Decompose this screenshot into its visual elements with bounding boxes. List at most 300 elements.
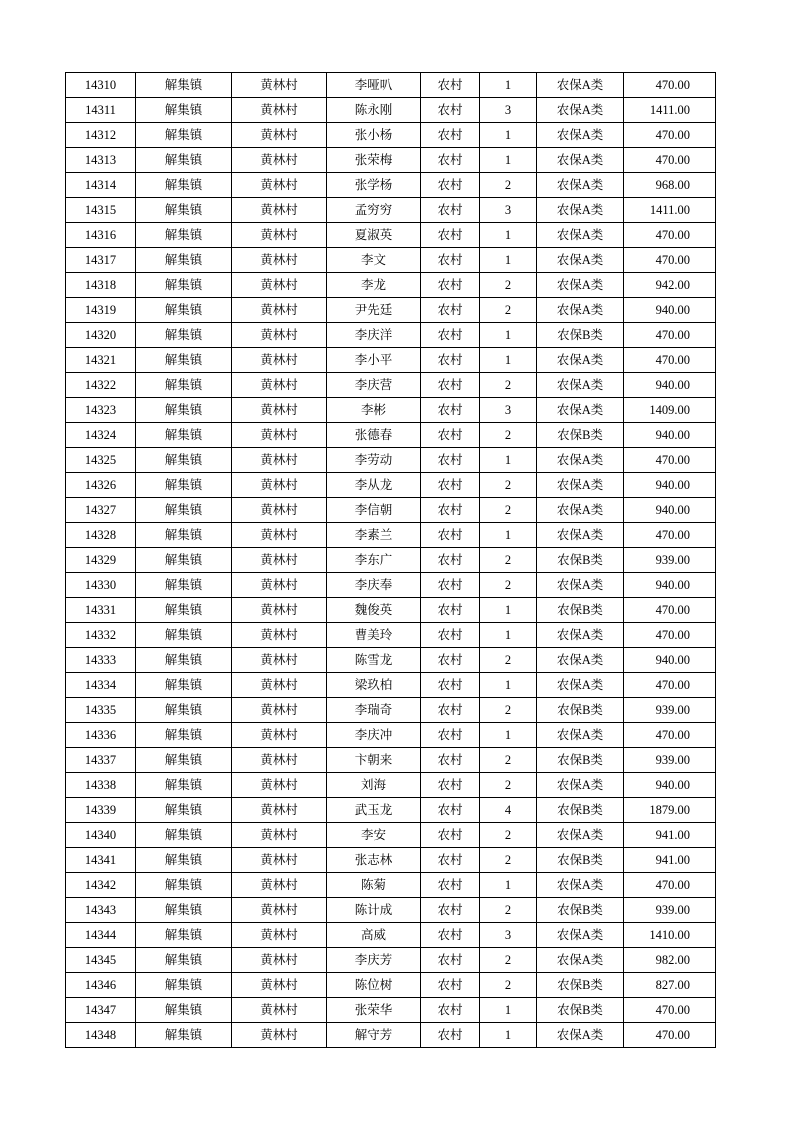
table-row — [66, 648, 716, 673]
cell-count: 2 — [480, 973, 537, 998]
cell-category: 农保A类 — [537, 348, 624, 373]
cell-residence: 农村 — [421, 323, 480, 348]
cell-village: 黄林村 — [232, 448, 327, 473]
table-row — [66, 348, 716, 373]
table-row — [66, 973, 716, 998]
cell-town: 解集镇 — [136, 398, 232, 423]
cell-count: 2 — [480, 173, 537, 198]
cell-id: 14339 — [66, 798, 136, 823]
table-row — [66, 323, 716, 348]
table-row — [66, 673, 716, 698]
cell-residence: 农村 — [421, 523, 480, 548]
table-row — [66, 798, 716, 823]
cell-village: 黄林村 — [232, 98, 327, 123]
table-row — [66, 373, 716, 398]
cell-village: 黄林村 — [232, 773, 327, 798]
cell-village: 黄林村 — [232, 598, 327, 623]
cell-name: 张荣梅 — [327, 148, 421, 173]
cell-count: 1 — [480, 998, 537, 1023]
cell-village: 黄林村 — [232, 473, 327, 498]
table-row — [66, 873, 716, 898]
cell-category: 农保A类 — [537, 273, 624, 298]
cell-amount: 968.00 — [624, 173, 716, 198]
cell-town: 解集镇 — [136, 198, 232, 223]
cell-count: 1 — [480, 673, 537, 698]
cell-residence: 农村 — [421, 948, 480, 973]
cell-id: 14311 — [66, 98, 136, 123]
cell-town: 解集镇 — [136, 348, 232, 373]
cell-id: 14335 — [66, 698, 136, 723]
cell-id: 14320 — [66, 323, 136, 348]
cell-village: 黄林村 — [232, 548, 327, 573]
cell-name: 李彬 — [327, 398, 421, 423]
cell-amount: 1411.00 — [624, 198, 716, 223]
cell-id: 14337 — [66, 748, 136, 773]
cell-count: 2 — [480, 698, 537, 723]
table-row — [66, 698, 716, 723]
cell-category: 农保B类 — [537, 973, 624, 998]
cell-town: 解集镇 — [136, 673, 232, 698]
cell-id: 14323 — [66, 398, 136, 423]
cell-town: 解集镇 — [136, 798, 232, 823]
cell-count: 1 — [480, 1023, 537, 1048]
cell-town: 解集镇 — [136, 73, 232, 98]
cell-amount: 470.00 — [624, 148, 716, 173]
cell-name: 武玉龙 — [327, 798, 421, 823]
cell-residence: 农村 — [421, 798, 480, 823]
cell-count: 3 — [480, 98, 537, 123]
cell-id: 14319 — [66, 298, 136, 323]
cell-village: 黄林村 — [232, 498, 327, 523]
cell-id: 14342 — [66, 873, 136, 898]
cell-town: 解集镇 — [136, 998, 232, 1023]
cell-town: 解集镇 — [136, 1023, 232, 1048]
cell-count: 2 — [480, 498, 537, 523]
cell-name: 李劳动 — [327, 448, 421, 473]
cell-residence: 农村 — [421, 423, 480, 448]
cell-id: 14330 — [66, 573, 136, 598]
cell-count: 1 — [480, 873, 537, 898]
cell-count: 2 — [480, 898, 537, 923]
table-row — [66, 548, 716, 573]
table-row — [66, 773, 716, 798]
table-row — [66, 723, 716, 748]
cell-village: 黄林村 — [232, 723, 327, 748]
cell-count: 2 — [480, 573, 537, 598]
cell-residence: 农村 — [421, 673, 480, 698]
cell-category: 农保A类 — [537, 923, 624, 948]
cell-category: 农保A类 — [537, 648, 624, 673]
cell-town: 解集镇 — [136, 873, 232, 898]
cell-count: 1 — [480, 223, 537, 248]
cell-village: 黄林村 — [232, 423, 327, 448]
cell-id: 14312 — [66, 123, 136, 148]
cell-town: 解集镇 — [136, 298, 232, 323]
cell-residence: 农村 — [421, 573, 480, 598]
cell-amount: 939.00 — [624, 898, 716, 923]
cell-residence: 农村 — [421, 823, 480, 848]
cell-amount: 470.00 — [624, 223, 716, 248]
cell-count: 1 — [480, 348, 537, 373]
cell-category: 农保B类 — [537, 598, 624, 623]
cell-category: 农保A类 — [537, 1023, 624, 1048]
table-row — [66, 248, 716, 273]
cell-residence: 农村 — [421, 223, 480, 248]
cell-category: 农保B类 — [537, 548, 624, 573]
cell-name: 陈位树 — [327, 973, 421, 998]
cell-residence: 农村 — [421, 448, 480, 473]
cell-category: 农保A类 — [537, 573, 624, 598]
cell-count: 1 — [480, 123, 537, 148]
cell-residence: 农村 — [421, 398, 480, 423]
cell-id: 14329 — [66, 548, 136, 573]
cell-village: 黄林村 — [232, 123, 327, 148]
cell-village: 黄林村 — [232, 998, 327, 1023]
payment-table — [65, 72, 716, 1048]
cell-town: 解集镇 — [136, 223, 232, 248]
cell-town: 解集镇 — [136, 423, 232, 448]
cell-name: 高威 — [327, 923, 421, 948]
cell-town: 解集镇 — [136, 523, 232, 548]
cell-name: 刘海 — [327, 773, 421, 798]
cell-name: 张小杨 — [327, 123, 421, 148]
cell-amount: 1411.00 — [624, 98, 716, 123]
cell-id: 14348 — [66, 1023, 136, 1048]
cell-category: 农保B类 — [537, 798, 624, 823]
table-row — [66, 148, 716, 173]
cell-category: 农保A类 — [537, 523, 624, 548]
cell-residence: 农村 — [421, 373, 480, 398]
table-row — [66, 823, 716, 848]
cell-town: 解集镇 — [136, 123, 232, 148]
cell-town: 解集镇 — [136, 573, 232, 598]
cell-residence: 农村 — [421, 473, 480, 498]
cell-id: 14343 — [66, 898, 136, 923]
cell-id: 14347 — [66, 998, 136, 1023]
cell-town: 解集镇 — [136, 748, 232, 773]
cell-amount: 939.00 — [624, 548, 716, 573]
cell-town: 解集镇 — [136, 173, 232, 198]
cell-amount: 940.00 — [624, 573, 716, 598]
cell-category: 农保A类 — [537, 123, 624, 148]
cell-town: 解集镇 — [136, 248, 232, 273]
cell-name: 尹先廷 — [327, 298, 421, 323]
cell-id: 14331 — [66, 598, 136, 623]
cell-category: 农保A类 — [537, 98, 624, 123]
cell-category: 农保A类 — [537, 73, 624, 98]
cell-count: 2 — [480, 748, 537, 773]
cell-name: 李庆芳 — [327, 948, 421, 973]
cell-town: 解集镇 — [136, 823, 232, 848]
cell-name: 张德春 — [327, 423, 421, 448]
cell-id: 14313 — [66, 148, 136, 173]
cell-name: 陈菊 — [327, 873, 421, 898]
cell-name: 解守芳 — [327, 1023, 421, 1048]
cell-category: 农保A类 — [537, 473, 624, 498]
cell-category: 农保A类 — [537, 448, 624, 473]
cell-name: 李庆营 — [327, 373, 421, 398]
cell-id: 14314 — [66, 173, 136, 198]
cell-village: 黄林村 — [232, 248, 327, 273]
cell-count: 1 — [480, 598, 537, 623]
cell-category: 农保B类 — [537, 848, 624, 873]
cell-amount: 941.00 — [624, 823, 716, 848]
table-row — [66, 198, 716, 223]
cell-count: 1 — [480, 623, 537, 648]
cell-category: 农保A类 — [537, 223, 624, 248]
cell-residence: 农村 — [421, 848, 480, 873]
cell-amount: 941.00 — [624, 848, 716, 873]
cell-amount: 470.00 — [624, 598, 716, 623]
cell-count: 2 — [480, 773, 537, 798]
cell-village: 黄林村 — [232, 523, 327, 548]
cell-village: 黄林村 — [232, 973, 327, 998]
cell-name: 李从龙 — [327, 473, 421, 498]
cell-amount: 940.00 — [624, 773, 716, 798]
cell-amount: 940.00 — [624, 648, 716, 673]
cell-residence: 农村 — [421, 123, 480, 148]
cell-village: 黄林村 — [232, 373, 327, 398]
cell-category: 农保A类 — [537, 723, 624, 748]
cell-count: 2 — [480, 273, 537, 298]
cell-name: 李文 — [327, 248, 421, 273]
cell-residence: 农村 — [421, 723, 480, 748]
table-row — [66, 623, 716, 648]
cell-amount: 470.00 — [624, 248, 716, 273]
table-row — [66, 473, 716, 498]
cell-name: 李瑞奇 — [327, 698, 421, 723]
cell-village: 黄林村 — [232, 698, 327, 723]
cell-town: 解集镇 — [136, 723, 232, 748]
cell-category: 农保A类 — [537, 773, 624, 798]
cell-name: 李庆冲 — [327, 723, 421, 748]
cell-amount: 1409.00 — [624, 398, 716, 423]
cell-category: 农保B类 — [537, 423, 624, 448]
cell-id: 14332 — [66, 623, 136, 648]
cell-amount: 470.00 — [624, 998, 716, 1023]
cell-amount: 470.00 — [624, 448, 716, 473]
cell-village: 黄林村 — [232, 848, 327, 873]
cell-id: 14321 — [66, 348, 136, 373]
cell-town: 解集镇 — [136, 98, 232, 123]
table-row — [66, 73, 716, 98]
cell-residence: 农村 — [421, 973, 480, 998]
cell-village: 黄林村 — [232, 948, 327, 973]
cell-village: 黄林村 — [232, 223, 327, 248]
cell-name: 李龙 — [327, 273, 421, 298]
cell-id: 14310 — [66, 73, 136, 98]
table-row — [66, 998, 716, 1023]
cell-id: 14317 — [66, 248, 136, 273]
cell-category: 农保A类 — [537, 823, 624, 848]
cell-category: 农保A类 — [537, 948, 624, 973]
cell-village: 黄林村 — [232, 73, 327, 98]
cell-village: 黄林村 — [232, 298, 327, 323]
table-row — [66, 523, 716, 548]
cell-category: 农保A类 — [537, 673, 624, 698]
cell-residence: 农村 — [421, 698, 480, 723]
cell-village: 黄林村 — [232, 673, 327, 698]
cell-town: 解集镇 — [136, 623, 232, 648]
cell-amount: 940.00 — [624, 423, 716, 448]
cell-town: 解集镇 — [136, 598, 232, 623]
cell-village: 黄林村 — [232, 798, 327, 823]
cell-residence: 农村 — [421, 998, 480, 1023]
cell-town: 解集镇 — [136, 648, 232, 673]
table-row — [66, 498, 716, 523]
cell-id: 14333 — [66, 648, 136, 673]
cell-id: 14327 — [66, 498, 136, 523]
cell-category: 农保A类 — [537, 298, 624, 323]
cell-name: 李素兰 — [327, 523, 421, 548]
cell-residence: 农村 — [421, 173, 480, 198]
cell-id: 14336 — [66, 723, 136, 748]
cell-residence: 农村 — [421, 623, 480, 648]
cell-town: 解集镇 — [136, 273, 232, 298]
payment-table-body — [66, 73, 716, 1048]
cell-village: 黄林村 — [232, 198, 327, 223]
cell-name: 李东广 — [327, 548, 421, 573]
cell-id: 14318 — [66, 273, 136, 298]
cell-category: 农保A类 — [537, 498, 624, 523]
table-row — [66, 948, 716, 973]
cell-count: 4 — [480, 798, 537, 823]
cell-amount: 470.00 — [624, 523, 716, 548]
cell-amount: 939.00 — [624, 748, 716, 773]
cell-name: 李安 — [327, 823, 421, 848]
cell-amount: 470.00 — [624, 623, 716, 648]
cell-amount: 1879.00 — [624, 798, 716, 823]
cell-id: 14315 — [66, 198, 136, 223]
cell-residence: 农村 — [421, 923, 480, 948]
cell-village: 黄林村 — [232, 623, 327, 648]
cell-town: 解集镇 — [136, 848, 232, 873]
cell-residence: 农村 — [421, 873, 480, 898]
cell-count: 2 — [480, 548, 537, 573]
table-row — [66, 298, 716, 323]
cell-village: 黄林村 — [232, 323, 327, 348]
cell-amount: 940.00 — [624, 473, 716, 498]
cell-town: 解集镇 — [136, 923, 232, 948]
cell-name: 夏淑英 — [327, 223, 421, 248]
cell-residence: 农村 — [421, 548, 480, 573]
cell-id: 14341 — [66, 848, 136, 873]
cell-residence: 农村 — [421, 498, 480, 523]
cell-amount: 470.00 — [624, 723, 716, 748]
cell-name: 卞朝来 — [327, 748, 421, 773]
cell-id: 14324 — [66, 423, 136, 448]
cell-name: 李信朝 — [327, 498, 421, 523]
cell-amount: 940.00 — [624, 373, 716, 398]
cell-category: 农保B类 — [537, 898, 624, 923]
cell-category: 农保A类 — [537, 373, 624, 398]
cell-name: 孟穷穷 — [327, 198, 421, 223]
cell-amount: 470.00 — [624, 73, 716, 98]
cell-residence: 农村 — [421, 98, 480, 123]
cell-amount: 470.00 — [624, 348, 716, 373]
cell-residence: 农村 — [421, 648, 480, 673]
cell-amount: 939.00 — [624, 698, 716, 723]
cell-residence: 农村 — [421, 298, 480, 323]
cell-amount: 940.00 — [624, 298, 716, 323]
cell-category: 农保B类 — [537, 748, 624, 773]
table-row — [66, 173, 716, 198]
table-row — [66, 1023, 716, 1048]
cell-name: 李哑叭 — [327, 73, 421, 98]
cell-residence: 农村 — [421, 748, 480, 773]
cell-id: 14346 — [66, 973, 136, 998]
cell-village: 黄林村 — [232, 573, 327, 598]
cell-amount: 827.00 — [624, 973, 716, 998]
cell-count: 2 — [480, 848, 537, 873]
cell-residence: 农村 — [421, 148, 480, 173]
cell-town: 解集镇 — [136, 373, 232, 398]
cell-town: 解集镇 — [136, 898, 232, 923]
cell-count: 1 — [480, 73, 537, 98]
table-row — [66, 123, 716, 148]
cell-village: 黄林村 — [232, 148, 327, 173]
table-row — [66, 923, 716, 948]
cell-town: 解集镇 — [136, 773, 232, 798]
cell-town: 解集镇 — [136, 148, 232, 173]
cell-village: 黄林村 — [232, 348, 327, 373]
cell-count: 1 — [480, 323, 537, 348]
cell-id: 14322 — [66, 373, 136, 398]
cell-category: 农保A类 — [537, 398, 624, 423]
cell-count: 1 — [480, 148, 537, 173]
cell-count: 2 — [480, 648, 537, 673]
table-row — [66, 598, 716, 623]
cell-village: 黄林村 — [232, 173, 327, 198]
cell-amount: 470.00 — [624, 323, 716, 348]
cell-id: 14344 — [66, 923, 136, 948]
table-row — [66, 423, 716, 448]
cell-amount: 940.00 — [624, 498, 716, 523]
cell-residence: 农村 — [421, 348, 480, 373]
cell-category: 农保A类 — [537, 173, 624, 198]
cell-residence: 农村 — [421, 898, 480, 923]
cell-residence: 农村 — [421, 198, 480, 223]
table-row — [66, 273, 716, 298]
cell-category: 农保A类 — [537, 873, 624, 898]
cell-category: 农保B类 — [537, 323, 624, 348]
cell-category: 农保A类 — [537, 248, 624, 273]
cell-category: 农保B类 — [537, 998, 624, 1023]
cell-amount: 942.00 — [624, 273, 716, 298]
cell-name: 张学杨 — [327, 173, 421, 198]
cell-name: 梁玖柏 — [327, 673, 421, 698]
cell-town: 解集镇 — [136, 973, 232, 998]
cell-village: 黄林村 — [232, 1023, 327, 1048]
cell-count: 3 — [480, 923, 537, 948]
cell-village: 黄林村 — [232, 898, 327, 923]
cell-category: 农保A类 — [537, 148, 624, 173]
cell-count: 1 — [480, 248, 537, 273]
table-row — [66, 398, 716, 423]
table-row — [66, 848, 716, 873]
cell-count: 2 — [480, 473, 537, 498]
cell-town: 解集镇 — [136, 323, 232, 348]
table-row — [66, 448, 716, 473]
cell-id: 14316 — [66, 223, 136, 248]
cell-village: 黄林村 — [232, 273, 327, 298]
table-row — [66, 573, 716, 598]
cell-village: 黄林村 — [232, 923, 327, 948]
table-row — [66, 898, 716, 923]
cell-count: 2 — [480, 373, 537, 398]
cell-name: 李小平 — [327, 348, 421, 373]
cell-count: 1 — [480, 723, 537, 748]
